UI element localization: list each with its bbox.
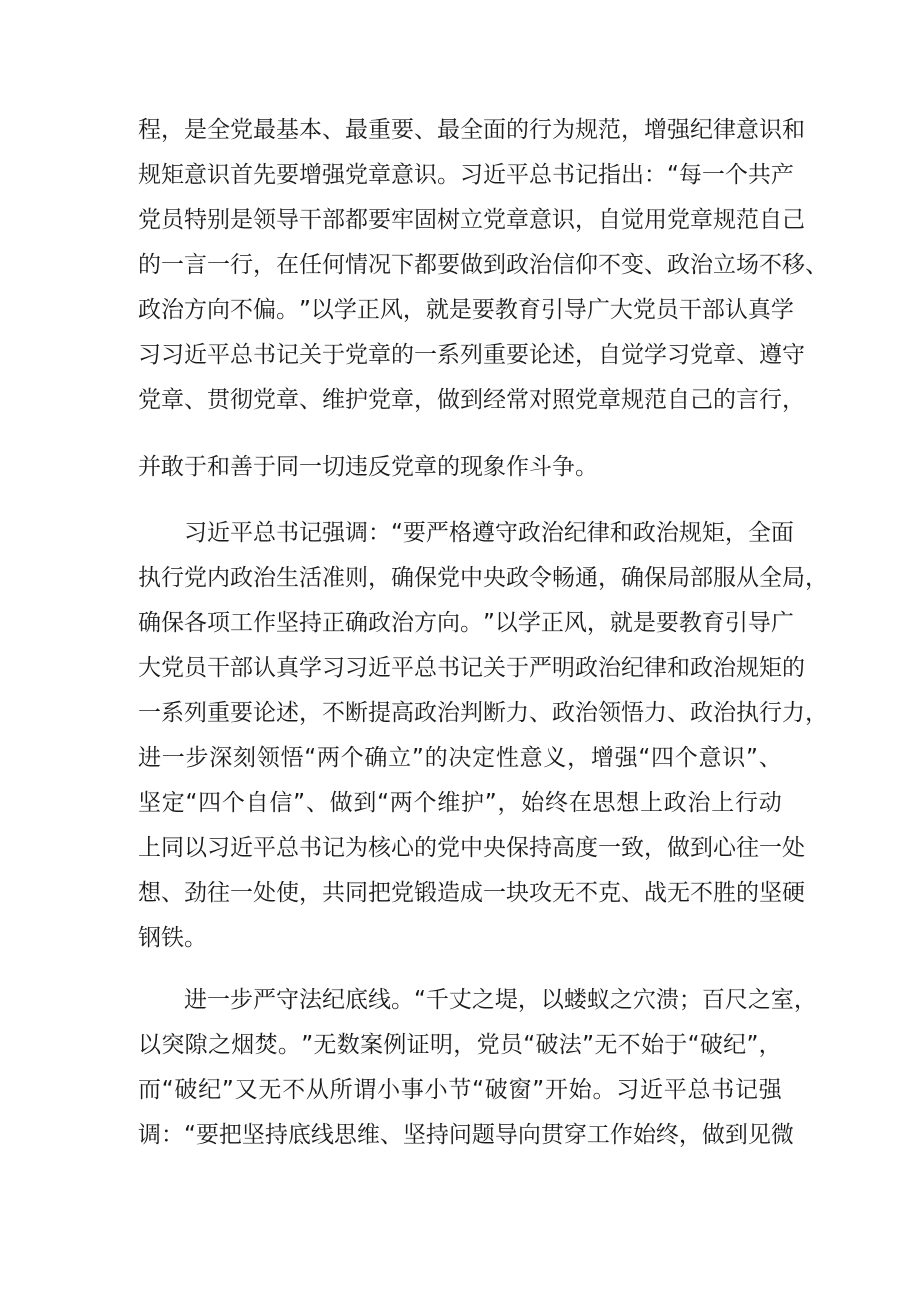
paragraph-2-line-7: 坚 定 “ 四 个 自 信 ” 、 做 到 “ 两 个 维 护 ” ， 始 终 在 思 想 上 政 治 上 行 动	[138, 790, 782, 816]
paragraph-3-line-1: 进 一 步 严 守 法 纪 底 线 。 “ 千 丈 之 堤 ， 以 蝼 蚁 之 穴 溃 ； 百 尺 之 室 ，	[184, 987, 817, 1013]
paragraph-1-line-2: 规 矩 意 识 首 先 要 增 强 党 章 意 识 。 习 近 平 总 书 记 指 出 ： “ 每 一 个 共 产	[138, 162, 794, 188]
paragraph-2-line-3: 确 保 各 项 工 作 坚 持 正 确 政 治 方 向 。 ” 以 学 正 风 ， 就 是 要 教 育 引 导 广	[138, 610, 794, 636]
paragraph-2-line-9: 想 、 劲 往 一 处 使 ， 共 同 把 党 锻 造 成 一 块 攻 无 不 克 、 战 无 不 胜 的 坚 硬	[138, 880, 805, 906]
paragraph-1-line-5: 政 治 方 向 不 偏 。 ” 以 学 正 风 ， 就 是 要 教 育 引 导 广 大 党 员 干 部 认 真 学	[138, 297, 794, 323]
paragraph-3-line-2: 以 突 隙 之 烟 焚 。 ” 无 数 案 例 证 明 ， 党 员 “ 破 法 ” 无 不 始 于 “ 破 纪 ” ，	[138, 1032, 782, 1058]
paragraph-3-line-4: 调 ： “ 要 把 坚 持 底 线 思 维 、 坚 持 问 题 导 向 贯 穿 工 作 始 终 ， 做 到 见 微	[138, 1122, 794, 1148]
paragraph-1-line-4: 的 一 言 一 行 ， 在 任 何 情 况 下 都 要 做 到 政 治 信 仰 不 变 、 政 治 立 场 不 移 、	[138, 252, 828, 278]
paragraph-3-line-3: 而 “ 破 纪 ” 又 无 不 从 所 谓 小 事 小 节 “ 破 窗 ” 开 始 。 习 近 平 总 书 记 强	[138, 1077, 782, 1103]
paragraph-2-line-6: 进 一 步 深 刻 领 悟 “ 两 个 确 立 ” 的 决 定 性 意 义 ， 增 强 “ 四 个 意 识 ” 、	[138, 745, 782, 771]
paragraph-2-line-2: 执 行 党 内 政 治 生 活 准 则 ， 确 保 党 中 央 政 令 畅 通 ， 确 保 局 部 服 从 全 局 ，	[138, 565, 828, 591]
paragraph-2-line-8: 上 同 以 习 近 平 总 书 记 为 核 心 的 党 中 央 保 持 高 度 一 致 ， 做 到 心 往 一 处	[138, 835, 805, 861]
paragraph-1-line-7: 党 章 、 贯 彻 党 章 、 维 护 党 章 ， 做 到 经 常 对 照 党 章 规 范 自 己 的 言 行 ，	[138, 387, 805, 413]
paragraph-2-line-4: 大 党 员 干 部 认 真 学 习 习 近 平 总 书 记 关 于 严 明 政 治 纪 律 和 政 治 规 矩 的	[138, 655, 805, 681]
paragraph-2-line-1: 习 近 平 总 书 记 强 调 ： “ 要 严 格 遵 守 政 治 纪 律 和 政 治 规 矩 ， 全 面	[184, 520, 794, 546]
paragraph-1-line-8: 并敢于和善于同一切违反党章的现象作斗争。	[138, 454, 598, 480]
paragraph-2-line-5: 一 系 列 重 要 论 述 ， 不 断 提 高 政 治 判 断 力 、 政 治 领 悟 力 、 政 治 执 行 力 ，	[138, 700, 828, 726]
paragraph-2-line-10: 钢铁。	[138, 925, 207, 951]
paragraph-1-line-6: 习 习 近 平 总 书 记 关 于 党 章 的 一 系 列 重 要 论 述 ， 自 觉 学 习 党 章 、 遵 守	[138, 342, 805, 368]
paragraph-1-line-1: 程 ， 是 全 党 最 基 本 、 最 重 要 、 最 全 面 的 行 为 规 范 ， 增 强 纪 律 意 识 和	[138, 117, 805, 143]
paragraph-1-line-3: 党 员 特 别 是 领 导 干 部 都 要 牢 固 树 立 党 章 意 识 ， 自 觉 用 党 章 规 范 自 己	[138, 207, 805, 233]
